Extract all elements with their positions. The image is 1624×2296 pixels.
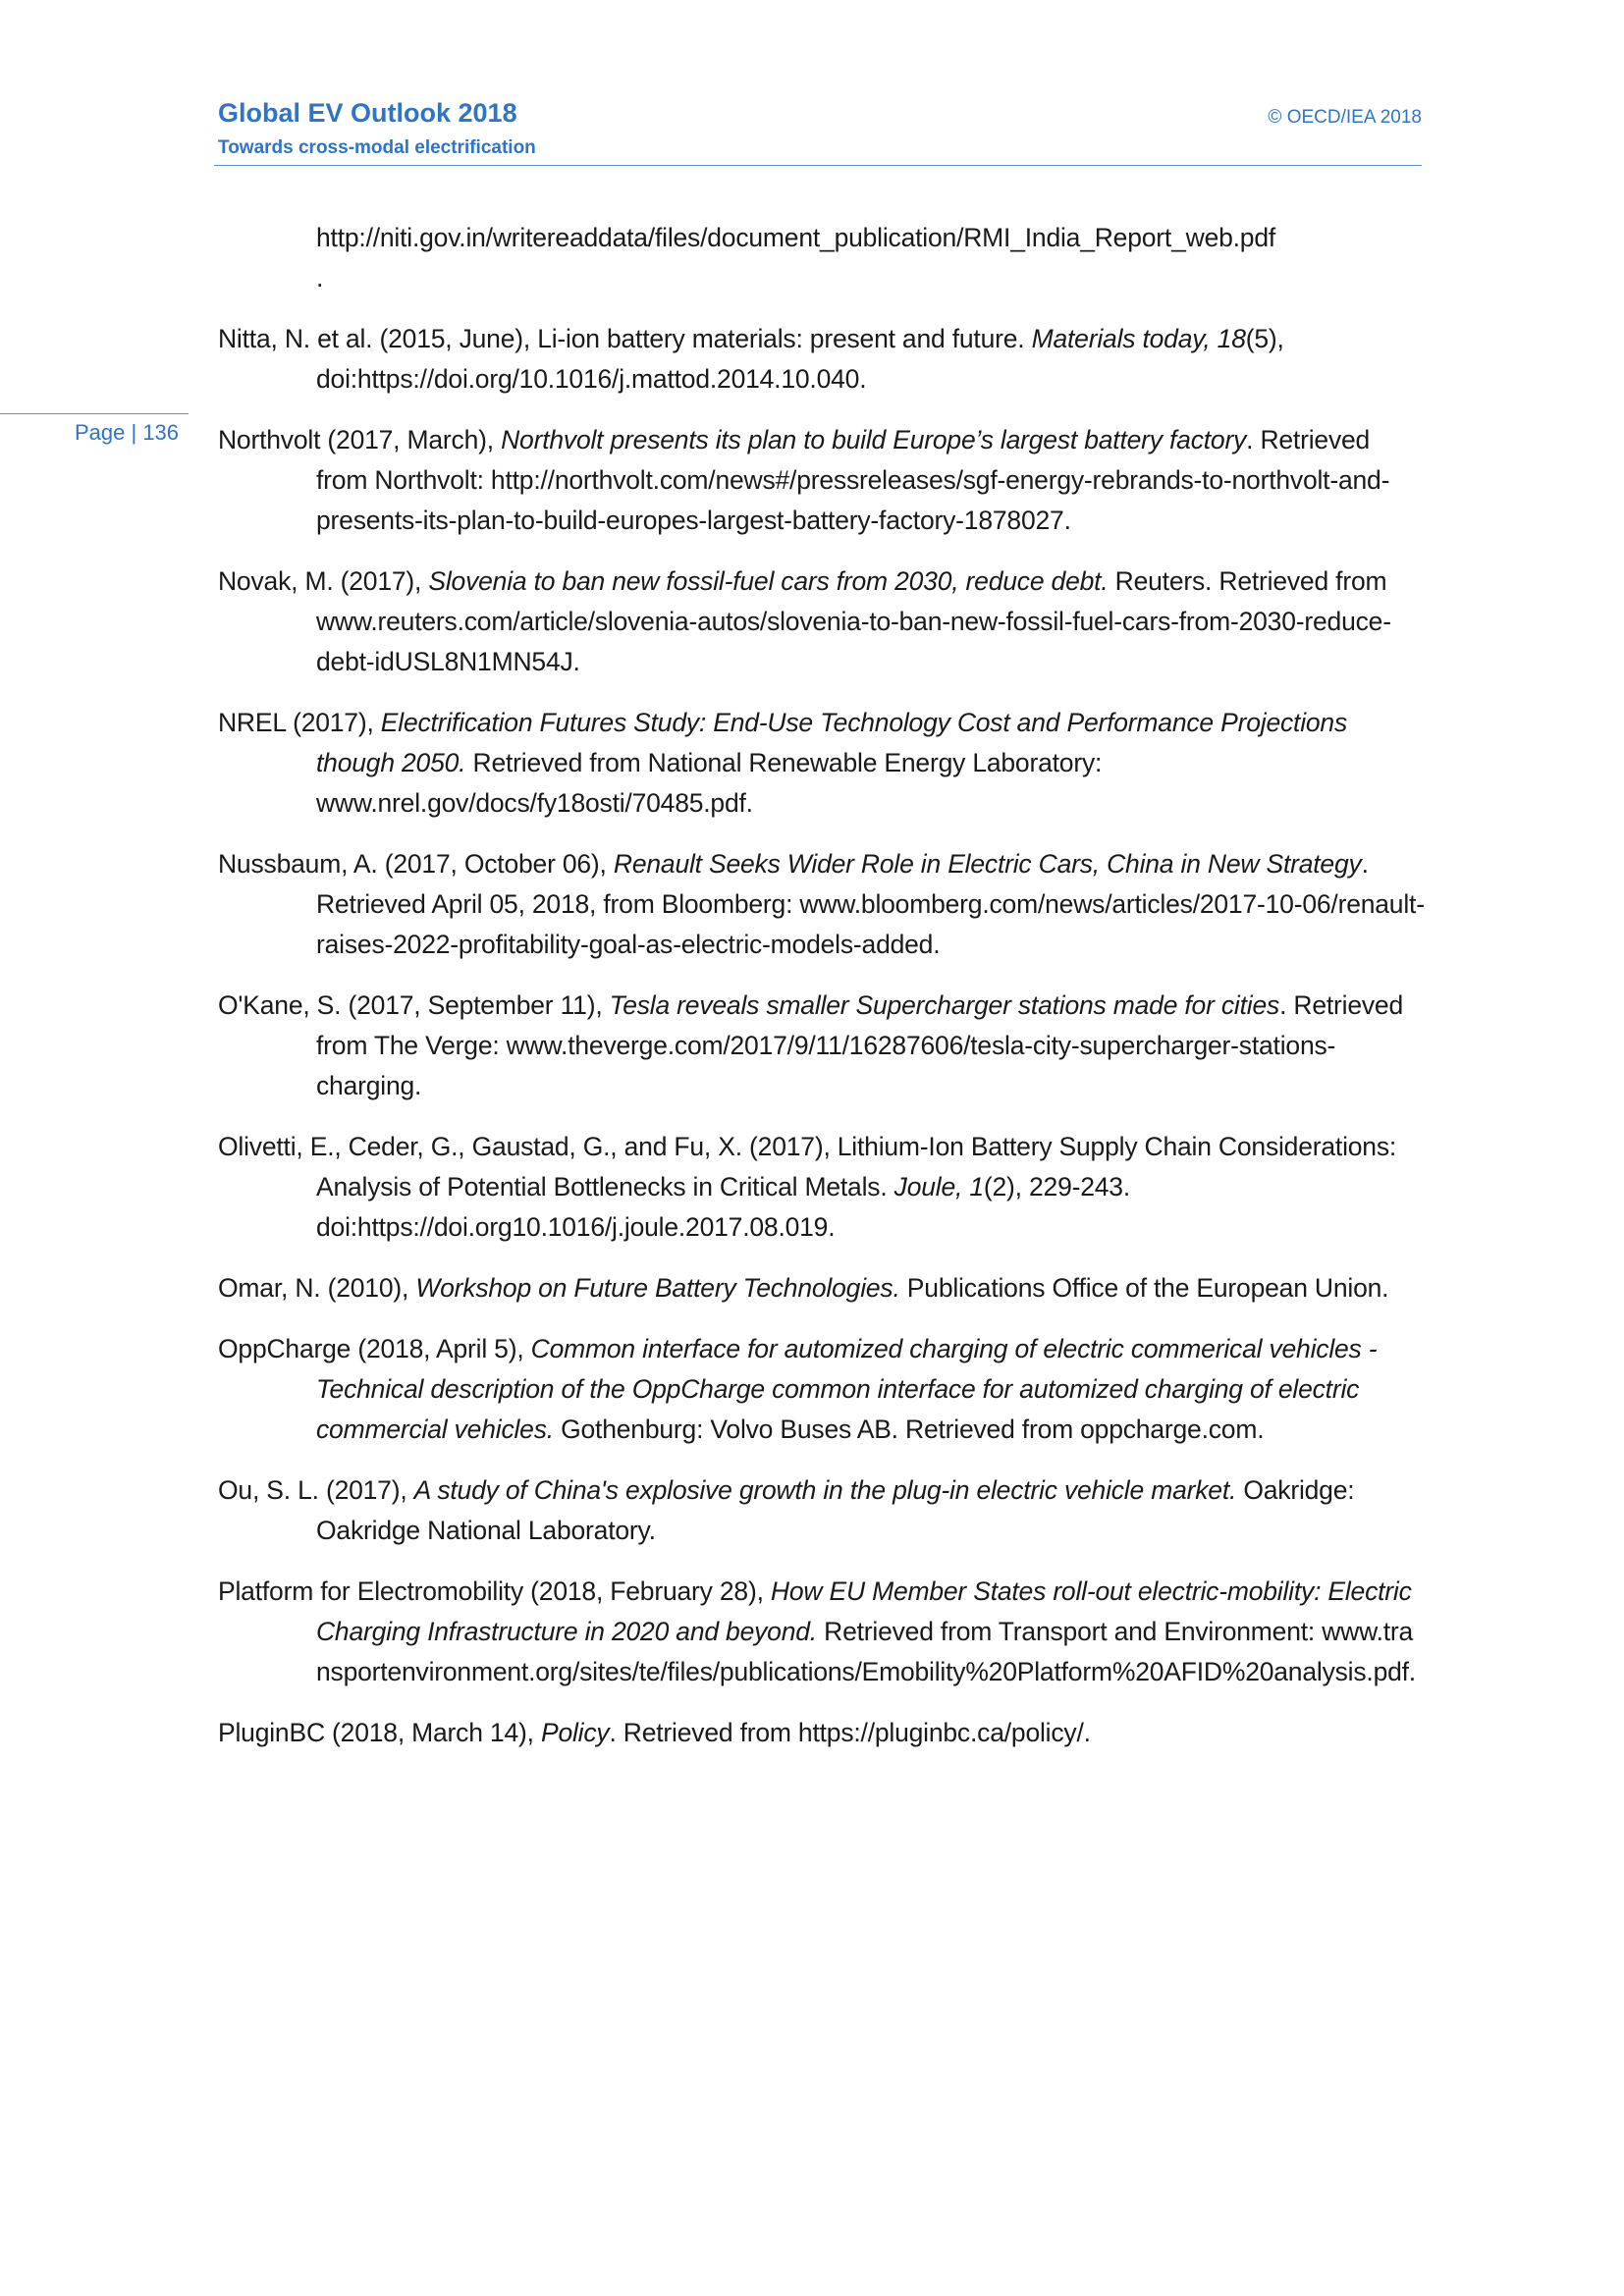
reference-text: PluginBC (2018, March 14), [218, 1718, 541, 1747]
reference-title: How EU Member States roll-out electric-mobility: Electric Charging Infrastructure in 2020 and beyond. [316, 1576, 1419, 1646]
reference-text: NREL (2017), [218, 708, 381, 737]
document-title: Global EV Outlook 2018 [218, 98, 517, 128]
reference-text: Reuters. Retrieved from www.reuters.com/article/slovenia-autos/slovenia-to-ban-new-fossil-fuel-cars-from-2030-reduce-debt-idUSL8N1MN54J. [316, 566, 1394, 676]
reference-nrel [218, 703, 1426, 824]
reference-title: Slovenia to ban new fossil-fuel cars from 2030, reduce debt. [428, 566, 1109, 596]
reference-text: Platform for Electromobility (2018, February 28), [218, 1576, 771, 1606]
reference-oppcharge [218, 1329, 1426, 1450]
reference-text: Ou, S. L. (2017), [218, 1475, 414, 1505]
reference-text: (5), doi:https://doi.org/10.1016/j.mattod.2014.10.040. [316, 324, 1291, 394]
reference-end: . [316, 263, 324, 293]
reference-northvolt [218, 420, 1426, 541]
reference-text: . Retrieved from The Verge: www.theverge.com/2017/9/11/16287606/tesla-city-supercharger-stations-charging. [316, 990, 1411, 1100]
reference-ou [218, 1470, 1426, 1551]
reference-title: Tesla reveals smaller Supercharger stations made for cities [609, 990, 1280, 1020]
reference-text: Publications Office of the European Union. [899, 1273, 1389, 1303]
reference-text: Novak, M. (2017), [218, 566, 429, 596]
copyright-notice: © OECD/IEA 2018 [1268, 107, 1422, 128]
reference-text: . Retrieved April 05, 2018, from Bloomberg: www.bloomberg.com/news/articles/2017-10-06/renault-raises-2022-profitability-goal-as-electric-models-added. [316, 849, 1425, 959]
margin-divider [0, 413, 189, 414]
reference-nussbaum [218, 844, 1426, 965]
header-divider [214, 165, 1422, 166]
reference-text: Nitta, N. et al. (2015, June), Li-ion battery materials: present and future. [218, 324, 1032, 353]
reference-url[interactable]: http://niti.gov.in/writereaddata/files/document_publication/RMI_India_Report_web.pdf [316, 223, 1276, 252]
reference-text: Gothenburg: Volvo Buses AB. Retrieved from oppcharge.com. [553, 1415, 1265, 1444]
reference-list [218, 218, 1426, 1774]
reference-title: Common interface for automized charging of electric commerical vehicles - Technical description of the OppCharge common interface for automized charging of electric commercial vehicles. [316, 1334, 1384, 1444]
reference-continuation [218, 218, 1426, 298]
reference-title: A study of China's explosive growth in the plug-in electric vehicle market. [413, 1475, 1237, 1505]
reference-title: Northvolt presents its plan to build Europe’s largest battery factory [501, 425, 1247, 454]
reference-text: Nussbaum, A. (2017, October 06), [218, 849, 614, 879]
reference-title: Policy [540, 1718, 610, 1747]
reference-text: (2), 229-243. doi:https://doi.org10.1016/j.joule.2017.08.019. [316, 1172, 1138, 1242]
reference-omar [218, 1268, 1426, 1308]
reference-nitta [218, 319, 1426, 400]
reference-text: OppCharge (2018, April 5), [218, 1334, 531, 1363]
reference-olivetti [218, 1127, 1426, 1248]
reference-text: . Retrieved from https://pluginbc.ca/policy/. [609, 1718, 1091, 1747]
page-number: Page | 136 [75, 420, 180, 445]
reference-text: . Retrieved from Northvolt: http://northvolt.com/news#/pressreleases/sgf-energy-rebrands-to-northvolt-and-presents-its-plan-to-build-europes-largest-battery-factory-1878027. [316, 425, 1390, 535]
reference-journal: Materials today, 18 [1031, 324, 1246, 353]
reference-platform [218, 1572, 1426, 1692]
reference-text: Olivetti, E., Ceder, G., Gaustad, G., and Fu, X. (2017), Lithium-Ion Battery Supply Chain Considerations: Analysis of Potential Bottlenecks in Critical Metals. [218, 1132, 1402, 1201]
document-subtitle: Towards cross-modal electrification [218, 137, 536, 158]
reference-pluginbc [218, 1713, 1426, 1753]
reference-text: Retrieved from Transport and Environment: www.transportenvironment.org/sites/te/files/publications/Emobility%20Platform%20AFID%20analysis.pdf. [316, 1617, 1416, 1686]
reference-title: Renault Seeks Wider Role in Electric Cars, China in New Strategy [613, 849, 1362, 879]
reference-title: Electrification Futures Study: End-Use Technology Cost and Performance Projections though 2050. [316, 708, 1355, 777]
reference-novak [218, 561, 1426, 682]
reference-text: Oakridge: Oakridge National Laboratory. [316, 1475, 1362, 1545]
reference-journal: Joule, 1 [893, 1172, 984, 1201]
reference-okane [218, 986, 1426, 1106]
reference-text: Retrieved from National Renewable Energy Laboratory: www.nrel.gov/docs/fy18osti/70485.pdf. [316, 748, 1110, 818]
reference-text: Omar, N. (2010), [218, 1273, 416, 1303]
reference-title: Workshop on Future Battery Technologies. [415, 1273, 900, 1303]
reference-text: Northvolt (2017, March), [218, 425, 502, 454]
reference-text: O'Kane, S. (2017, September 11), [218, 990, 610, 1020]
